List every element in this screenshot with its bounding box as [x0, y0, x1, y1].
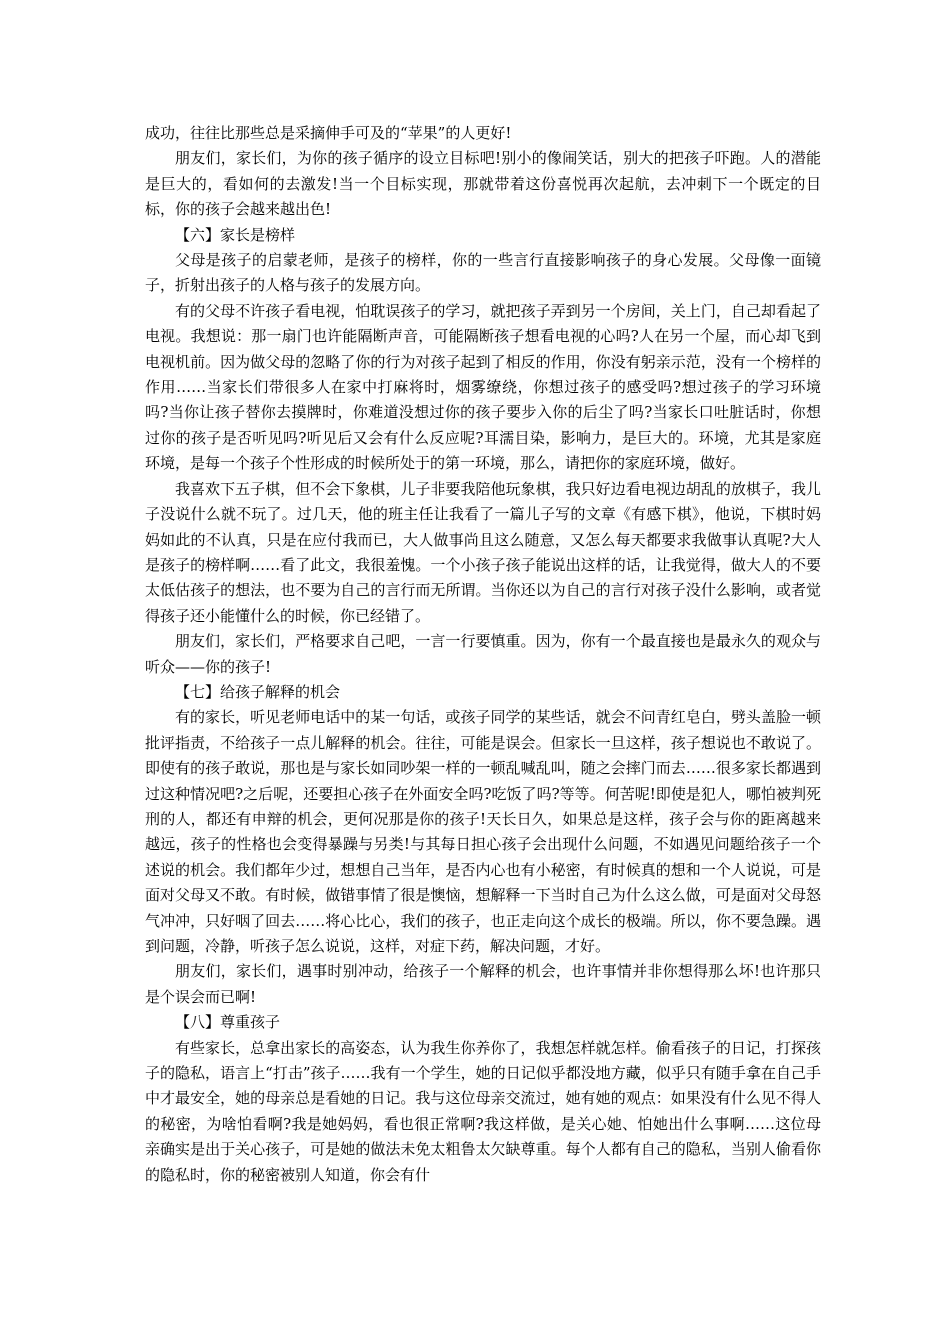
section-heading: 【七】给孩子解释的机会 — [175, 682, 341, 701]
paragraph: 有的父母不许孩子看电视，怕耽误孩子的学习，就把孩子弄到另一个房间，关上门，自己却看起了电视。我想说：那一扇门也许能隔断声音，可能隔断孩子想看电视的心吗?人在另一个屋，而心却飞到电视机前。因为做父母的忽略了你的行为对孩子起到了相反的作用，你没有躬亲示范，没有一个榜样的作用……当家长们带很多人在家中打麻将时，烟雾缭绕，你想过孩子的感受吗?想过孩子的学习环境吗?当你让孩子替你去摸牌时，你难道没想过你的孩子要步入你的后尘了吗?当家长口吐脏话时，你想过你的孩子是否听见吗?听见后又会有什么反应呢?耳濡目染，影响力，是巨大的。环境，尤其是家庭环境，是每一个孩子个性形成的时候所处于的第一环境，那么，请把你的家庭环境，做好。 — [145, 301, 821, 473]
paragraph: 成功，往往比那些总是采摘伸手可及的“苹果”的人更好! — [145, 124, 512, 142]
paragraph: 朋友们，家长们，为你的孩子循序的设立目标吧!别小的像闹笑话，别大的把孩子吓跑。人的潜能是巨大的，看如何的去激发!当一个目标实现，那就带着这份喜悦再次起航，去冲刺下一个既定的目标，你的孩子会越来越出色! — [145, 149, 821, 219]
paragraph: 父母是孩子的启蒙老师，是孩子的榜样，你的一些言行直接影响孩子的身心发展。父母像一面镜子，折射出孩子的人格与孩子的发展方向。 — [145, 251, 821, 295]
paragraph: 有些家长，总拿出家长的高姿态，认为我生你养你了，我想怎样就怎样。偷看孩子的日记，打探孩子的隐私，语言上“打击”孩子……我有一个学生，她的日记似乎都没地方藏，似乎只有随手拿在自己手中才最安全，她的母亲总是看她的日记。我与这位母亲交流过，她有她的观点：如果没有什么见不得人的秘密，为啥怕看啊?我是她妈妈，看也很正常啊?我这样做，是关心她、怕她出什么事啊……这位母亲确实是出于关心孩子，可是她的做法未免太粗鲁太欠缺尊重。每个人都有自己的隐私，当别人偷看你的隐私时，你的秘密被别人知道，你会有什 — [145, 1038, 821, 1184]
document-page — [145, 121, 821, 1188]
section-heading: 【六】家长是榜样 — [175, 225, 296, 244]
paragraph: 我喜欢下五子棋，但不会下象棋，儿子非要我陪他玩象棋，我只好边看电视边胡乱的放棋子，我儿子没说什么就不玩了。过几天，他的班主任让我看了一篇儿子写的文章《有感下棋》，他说，下棋时妈妈如此的不认真，只是在应付我而已，大人做事尚且这么随意，又怎么每天都要求我做事认真呢?大人是孩子的榜样啊……看了此文，我很羞愧。一个小孩子孩子能说出这样的话，让我觉得，做大人的不要太低估孩子的想法，也不要为自己的言行而无所谓。当你还以为自己的言行对孩子没什么影响，或者觉得孩子还小能懂什么的时候，你已经错了。 — [145, 479, 821, 625]
paragraph: 朋友们，家长们，严格要求自己吧，一言一行要慎重。因为，你有一个最直接也是最永久的观众与听众——你的孩子! — [145, 632, 821, 676]
section-heading: 【八】尊重孩子 — [175, 1013, 281, 1032]
paragraph: 朋友们，家长们，遇事时别冲动，给孩子一个解释的机会，也许事情并非你想得那么坏!也许那只是个误会而已啊! — [145, 962, 821, 1006]
paragraph: 有的家长，听见老师电话中的某一句话，或孩子同学的某些话，就会不问青红皂白，劈头盖脸一顿批评指责，不给孩子一点儿解释的机会。往往，可能是误会。但家长一旦这样，孩子想说也不敢说了。即使有的孩子敢说，那也是与家长如同吵架一样的一顿乱喊乱叫，随之会摔门而去……很多家长都遇到过这种情况吧?之后呢，还要担心孩子在外面安全吗?吃饭了吗?等等。何苦呢!即使是犯人，哪怕被判死刑的人，都还有申辩的机会，更何况那是你的孩子!天长日久，如果总是这样，孩子会与你的距离越来越远，孩子的性格也会变得暴躁与另类!与其每日担心孩子会出现什么问题，不如遇见问题给孩子一个述说的机会。我们都年少过，想想自己当年，是否内心也有小秘密，有时候真的想和一个人说说，可是面对父母又不敢。有时候，做错事情了很是懊恼，想解释一下当时自己为什么这么做，可是面对父母怒气冲冲，只好咽了回去……将心比心，我们的孩子，也正走向这个成长的极端。所以，你不要急躁。遇到问题，冷静，听孩子怎么说说，这样，对症下药，解决问题，才好。 — [145, 708, 821, 955]
